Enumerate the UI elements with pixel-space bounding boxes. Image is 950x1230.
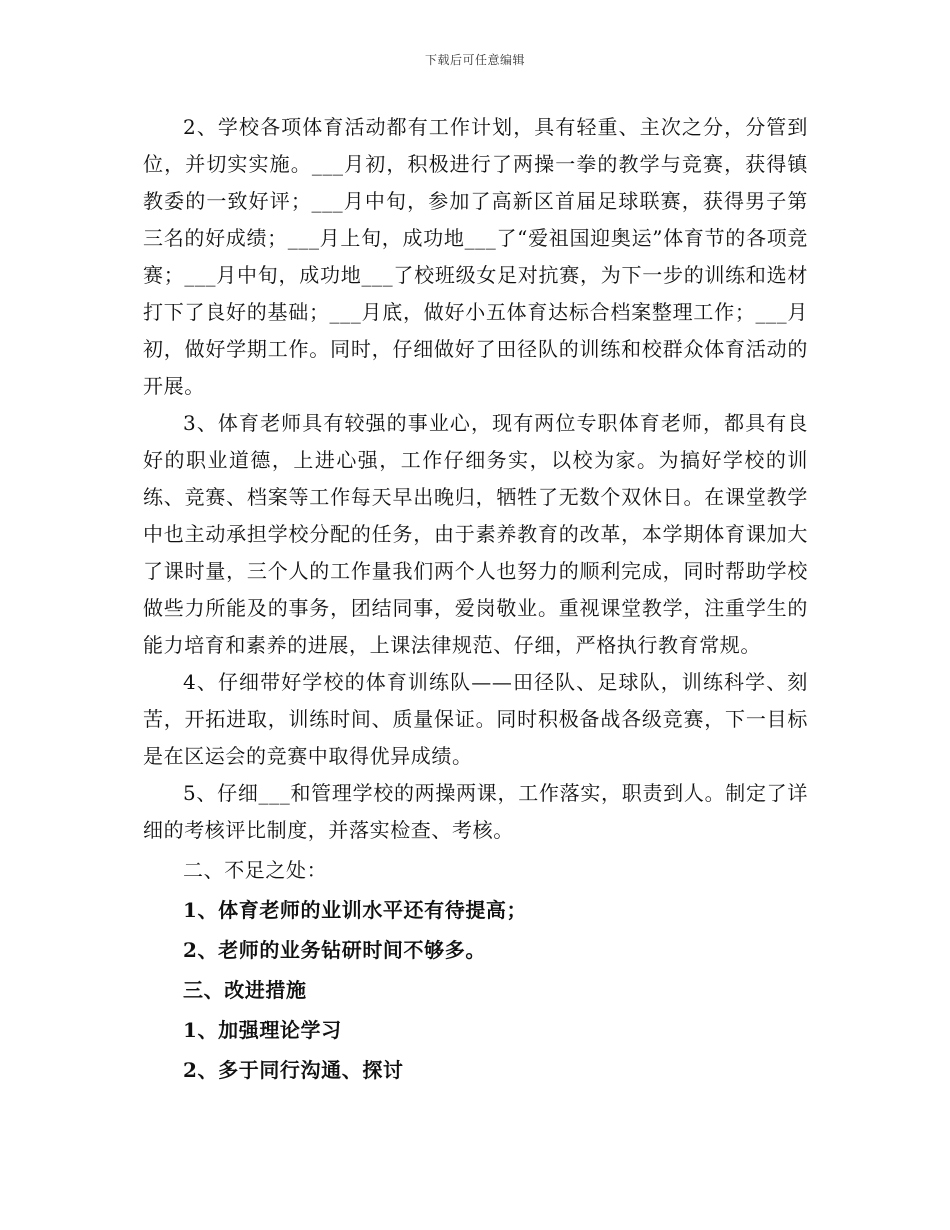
document-body [143, 109, 808, 1089]
paragraph-4: 4、仔细带好学校的体育训练队——田径队、足球队，训练科学、刻苦，开拓进取，训练时间、质量保证。同时积极备战各级竞赛，下一目标是在区运会的竞赛中取得优异成绩。 [143, 670, 808, 768]
improvement-item-1: 1、加强理论学习 [183, 1018, 342, 1042]
improvement-item-2: 2、多于同行沟通、探讨 [183, 1058, 404, 1082]
page-header-note: 下载后可任意编辑 [424, 53, 525, 67]
paragraph-2: 2、学校各项体育活动都有工作计划，具有轻重、主次之分，分管到位，并切实实施。___月初，积极进行了两操一拳的教学与竞赛，获得镇教委的一致好评；___月中旬，参加了高新区首届足球联赛，获得男子第三名的好成绩；___月上旬，成功地___了“爱祖国迎奥运”体育节的各项竞赛；___月中旬，成功地___了校班级女足对抗赛，为下一步的训练和选材打下了良好的基础；___月底，做好小五体育达标合档案整理工作；___月初，做好学期工作。同时，仔细做好了田径队的训练和校群众体育活动的开展。 [143, 115, 808, 398]
shortcoming-item-1: 1、体育老师的业训水平还有待提高； [183, 898, 528, 922]
paragraph-3: 3、体育老师具有较强的事业心，现有两位专职体育老师，都具有良好的职业道德，上进心强，工作仔细务实，以校为家。为搞好学校的训练、竞赛、档案等工作每天早出晚归，牺牲了无数个双休日。在课堂教学中也主动承担学校分配的任务，由于素养教育的改革，本学期体育课加大了课时量，三个人的工作量我们两个人也努力的顺利完成，同时帮助学校做些力所能及的事务，团结同事，爱岗敬业。重视课堂教学，注重学生的能力培育和素养的进展，上课法律规范、仔细，严格执行教育常规。 [143, 411, 808, 657]
shortcoming-item-2: 2、老师的业务钻研时间不够多。 [183, 938, 486, 962]
section-heading-shortcomings: 二、不足之处： [183, 858, 328, 882]
section-heading-improvements: 三、改进措施 [183, 978, 307, 1002]
paragraph-5: 5、仔细___和管理学校的两操两课，工作落实，职责到人。制定了详细的考核评比制度，并落实检查、考核。 [143, 781, 808, 842]
